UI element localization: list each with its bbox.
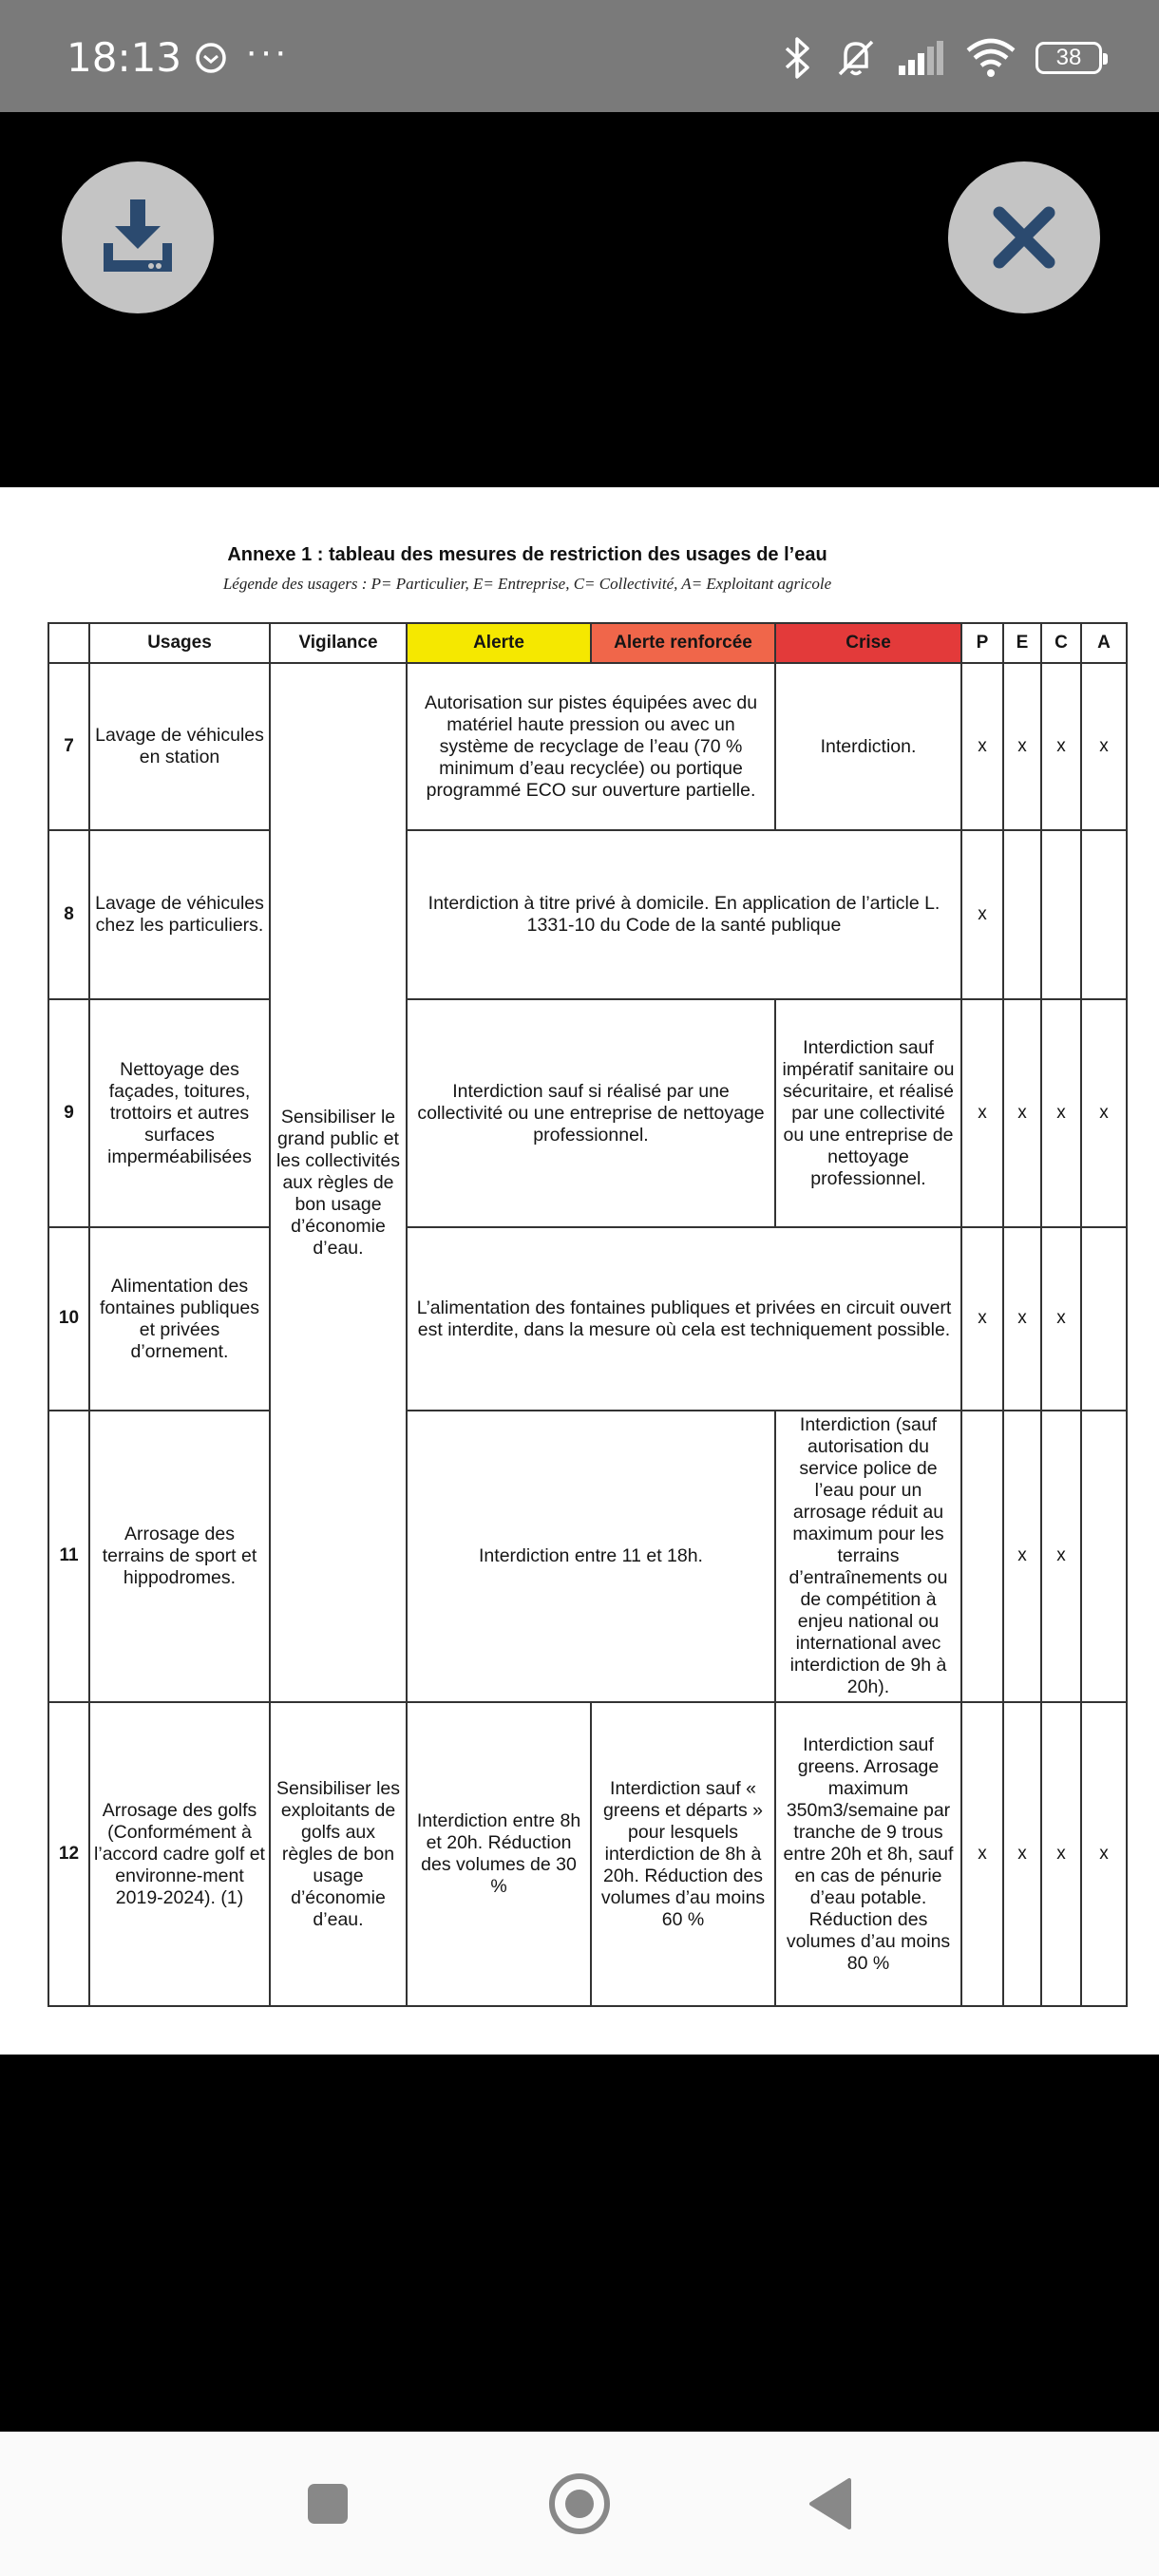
row-e: x	[1003, 999, 1041, 1227]
row-c: x	[1041, 999, 1081, 1227]
row-c: x	[1041, 1227, 1081, 1411]
row-alerte-measure: Autorisation sur pistes équipées avec du matériel haute pression ou avec un système de recyclage de l’eau (70 % minimum d’eau recyclée) ou portique programmé ECO sur ouverture partielle.	[407, 663, 775, 830]
restriction-table	[48, 622, 1128, 2007]
close-button[interactable]	[948, 161, 1100, 313]
vigilance-general: Sensibiliser le grand public et les collectivités aux règles de bon usage d’économie d’eau.	[270, 663, 407, 1702]
row-usage: Nettoyage des façades, toitures, trottoirs et autres surfaces imperméabilisées	[89, 999, 270, 1227]
row-usage: Arrosage des golfs (Conformément à l’accord cadre golf et environne-ment 2019-2024). (1)	[89, 1702, 270, 2006]
row-c	[1041, 830, 1081, 999]
back-button[interactable]	[779, 2432, 884, 2576]
status-time: 18:13	[66, 34, 182, 81]
row-usage: Arrosage des terrains de sport et hippodromes.	[89, 1411, 270, 1702]
row-alerte: Interdiction entre 8h et 20h. Réduction des volumes de 30 %	[407, 1702, 591, 2006]
wifi-icon	[965, 37, 1016, 79]
row-p: x	[961, 1227, 1003, 1411]
viewer-toolbar	[0, 112, 1159, 487]
row-c: x	[1041, 1411, 1081, 1702]
row-e: x	[1003, 663, 1041, 830]
row-number: 10	[48, 1227, 89, 1411]
download-button[interactable]	[62, 161, 214, 313]
row-alerte-measure: Interdiction entre 11 et 18h.	[407, 1411, 775, 1702]
recents-square-icon	[304, 2480, 352, 2528]
row-a: x	[1081, 999, 1127, 1227]
row-alerte-renforcee: Interdiction sauf « greens et départs » pour lesquels interdiction de 8h à 20h. Réduction des volumes d’au moins 60 %	[591, 1702, 775, 2006]
signal-icon	[897, 39, 946, 77]
row-usage: Lavage de véhicules en station	[89, 663, 270, 830]
row-number: 7	[48, 663, 89, 830]
table-row	[48, 830, 1127, 999]
row-e	[1003, 830, 1041, 999]
home-circle-icon	[546, 2471, 613, 2537]
row-e: x	[1003, 1227, 1041, 1411]
row-number: 12	[48, 1702, 89, 2006]
table-row	[48, 1227, 1127, 1411]
row-a	[1081, 830, 1127, 999]
battery-level: 38	[1055, 45, 1082, 70]
row-e: x	[1003, 1411, 1041, 1702]
row-a	[1081, 1411, 1127, 1702]
recents-button[interactable]	[276, 2432, 380, 2576]
header-a: A	[1081, 623, 1127, 663]
status-bar	[0, 0, 1159, 112]
row-crise: Interdiction sauf greens. Arrosage maximum 350m3/semaine par tranche de 9 trous entre 20h et 8h, sauf en cas de pénurie d’eau potable. Réduction des volumes d’au moins 80 %	[775, 1702, 961, 2006]
row-a	[1081, 1227, 1127, 1411]
bluetooth-icon	[781, 36, 815, 80]
row-number: 9	[48, 999, 89, 1227]
header-num	[48, 623, 89, 663]
more-notifications: ···	[245, 30, 289, 72]
row-p: x	[961, 663, 1003, 830]
table-row	[48, 663, 1127, 830]
document-title: Annexe 1 : tableau des mesures de restriction des usages de l’eau	[227, 544, 827, 565]
row-crise: Interdiction sauf impératif sanitaire ou sécuritaire, et réalisé par une collectivité ou une entreprise de nettoyage professionnel.	[775, 999, 961, 1227]
row-p: x	[961, 1702, 1003, 2006]
row-alerte-measure: Interdiction sauf si réalisé par une collectivité ou une entreprise de nettoyage professionnel.	[407, 999, 775, 1227]
row-crise: Interdiction.	[775, 663, 961, 830]
row-measure: Interdiction à titre privé à domicile. En application de l’article L. 1331-10 du Code de la santé publique	[407, 830, 961, 999]
header-crise: Crise	[775, 623, 961, 663]
row-usage: Lavage de véhicules chez les particuliers.	[89, 830, 270, 999]
header-alerte-renforcee: Alerte renforcée	[591, 623, 775, 663]
row-usage: Alimentation des fontaines publiques et privées d’ornement.	[89, 1227, 270, 1411]
viewer-background	[0, 2055, 1159, 2432]
back-triangle-icon	[808, 2476, 855, 2531]
header-vigilance: Vigilance	[270, 623, 407, 663]
header-c: C	[1041, 623, 1081, 663]
download-icon	[90, 190, 185, 285]
row-p: x	[961, 999, 1003, 1227]
row-crise: Interdiction (sauf autorisation du service police de l’eau pour un arrosage réduit au maximum pour les terrains d’entraînements ou de compétition à enjeu national ou international avec interdiction de 9h à 20h).	[775, 1411, 961, 1702]
row-a: x	[1081, 1702, 1127, 2006]
close-icon	[986, 199, 1062, 275]
row-a: x	[1081, 663, 1127, 830]
table-row	[48, 999, 1127, 1227]
header-usages: Usages	[89, 623, 270, 663]
row-vigilance: Sensibiliser les exploitants de golfs aux règles de bon usage d’économie d’eau.	[270, 1702, 407, 2006]
row-measure: L’alimentation des fontaines publiques et privées en circuit ouvert est interdite, dans la mesure où cela est techniquement possible.	[407, 1227, 961, 1411]
message-icon	[195, 42, 227, 74]
table-header-row	[48, 623, 1127, 663]
table-row	[48, 1702, 1127, 2006]
navigation-bar	[0, 2432, 1159, 2576]
row-p: x	[961, 830, 1003, 999]
header-e: E	[1003, 623, 1041, 663]
battery-icon	[1036, 42, 1102, 74]
home-button[interactable]	[527, 2432, 632, 2576]
header-alerte: Alerte	[407, 623, 591, 663]
document-page[interactable]	[0, 487, 1159, 2055]
table-row	[48, 1411, 1127, 1702]
row-number: 11	[48, 1411, 89, 1702]
row-e: x	[1003, 1702, 1041, 2006]
header-p: P	[961, 623, 1003, 663]
row-number: 8	[48, 830, 89, 999]
row-c: x	[1041, 1702, 1081, 2006]
mute-icon	[834, 36, 878, 80]
row-p	[961, 1411, 1003, 1702]
document-legend: Légende des usagers : P= Particulier, E= Entreprise, C= Collectivité, A= Exploitant agricole	[222, 575, 832, 593]
row-c: x	[1041, 663, 1081, 830]
